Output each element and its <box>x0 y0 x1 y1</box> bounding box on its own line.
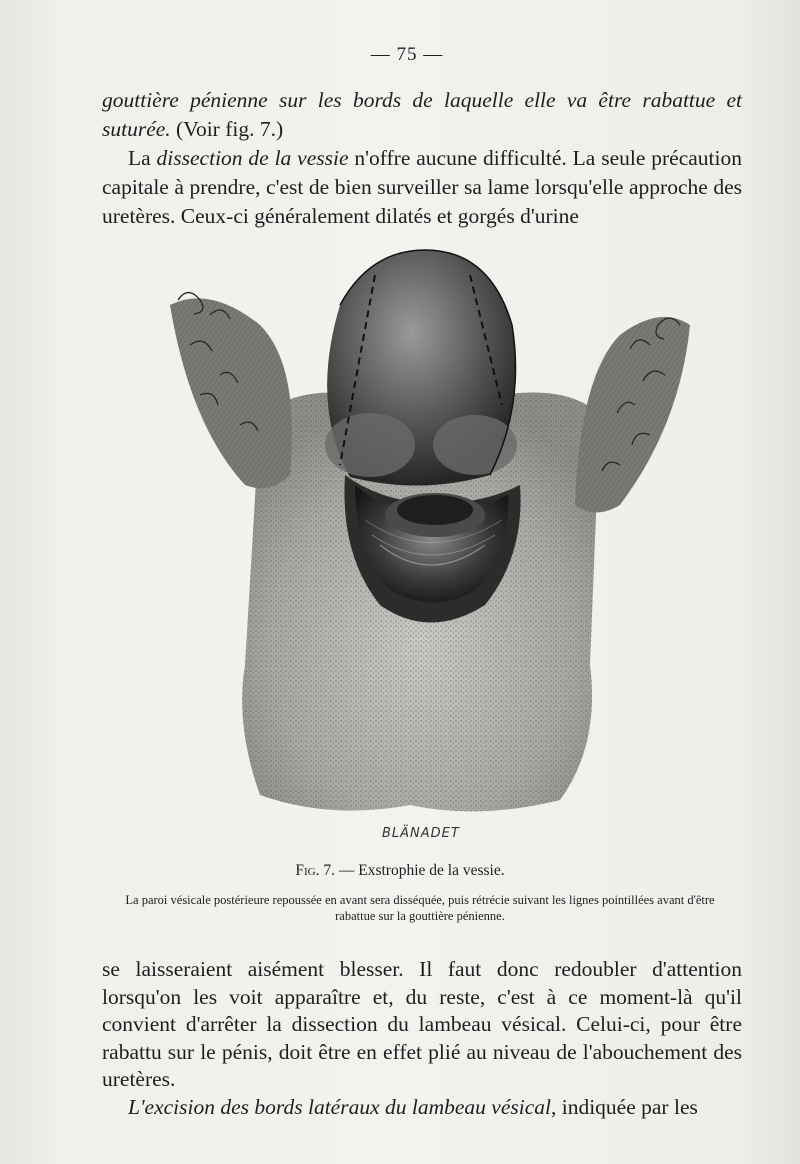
engraving-figure <box>150 245 710 825</box>
figure-legend: La paroi vésicale postérieure repoussée en avant sera disséquée, puis rétrécie suivant les lignes pointillées avant d'être rabattue sur la gouttière pénienne. <box>125 893 715 923</box>
paragraph-dissection: La dissection de la vessie n'offre aucune difficulté. La seule précaution capitale à prendre, c'est de bien surveiller sa lame lorsqu'elle approche des uretères. Ceux-ci généralement dilatés et gorgés d'urine <box>102 146 742 228</box>
top-text-block <box>102 86 742 231</box>
engraver-signature: BLÄNADET <box>382 826 460 841</box>
paragraph-excision: L'excision des bords latéraux du lambeau vésical, indiquée par les <box>128 1094 698 1119</box>
bottom-text-block <box>102 956 742 1121</box>
page-number: — 75 — <box>370 44 444 65</box>
figure-caption: Fig. 7. — Exstrophie de la vessie. <box>295 862 505 879</box>
paragraph-continuation: gouttière pénienne sur les bords de laquelle elle va être rabattue et suturée. (Voir fig. 7.) <box>102 88 742 141</box>
paragraph-ureters: se laisseraient aisément blesser. Il faut donc redoubler d'attention lorsqu'on les voit apparaître et, du reste, c'est à ce moment-là qu'il convient d'arrêter la dissection du lambeau vésical. Celui-ci, pour être rabattu sur le pénis, doit être en effet plié au niveau de l'abouchement des uretères. <box>102 957 742 1091</box>
